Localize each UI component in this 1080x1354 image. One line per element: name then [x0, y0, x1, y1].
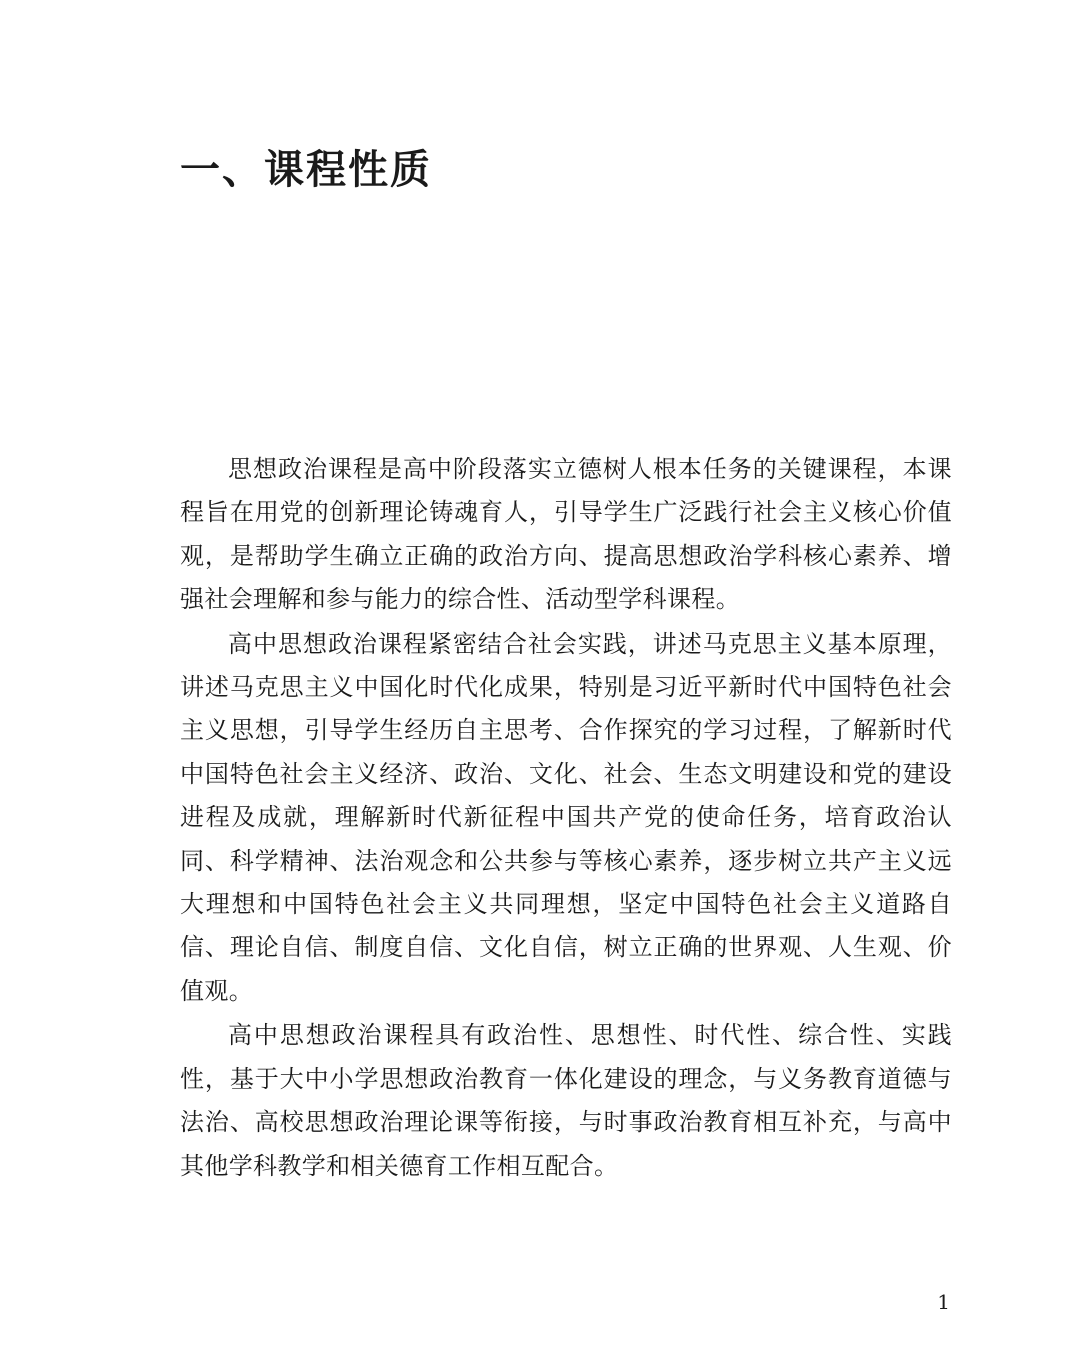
section-title: 一、课程性质	[180, 146, 432, 193]
paragraph-1: 思想政治课程是高中阶段落实立德树人根本任务的关键课程，本课程旨在用党的创新理论铸魂育人，引导学生广泛践行社会主义核心价值观，是帮助学生确立正确的政治方向、提高思想政治学科核心素养、增强社会理解和参与能力的综合性、活动型学科课程。	[180, 455, 952, 614]
paragraph-2: 高中思想政治课程紧密结合社会实践，讲述马克思主义基本原理，讲述马克思主义中国化时代化成果，特别是习近平新时代中国特色社会主义思想，引导学生经历自主思考、合作探究的学习过程，了解新时代中国特色社会主义经济、政治、文化、社会、生态文明建设和党的建设进程及成就，理解新时代新征程中国共产党的使命任务，培育政治认同、科学精神、法治观念和公共参与等核心素养，逐步树立共产主义远大理想和中国特色社会主义共同理想，坚定中国特色社会主义道路自信、理论自信、制度自信、文化自信，树立正确的世界观、人生观、价值观。	[180, 629, 952, 1005]
paragraph-3: 高中思想政治课程具有政治性、思想性、时代性、综合性、实践性，基于大中小学思想政治教育一体化建设的理念，与义务教育道德与法治、高校思想政治理论课等衔接，与时事政治教育相互补充，与高中其他学科教学和相关德育工作相互配合。	[180, 1021, 952, 1180]
body-text	[180, 448, 952, 1189]
page-number: 1	[937, 1290, 950, 1314]
